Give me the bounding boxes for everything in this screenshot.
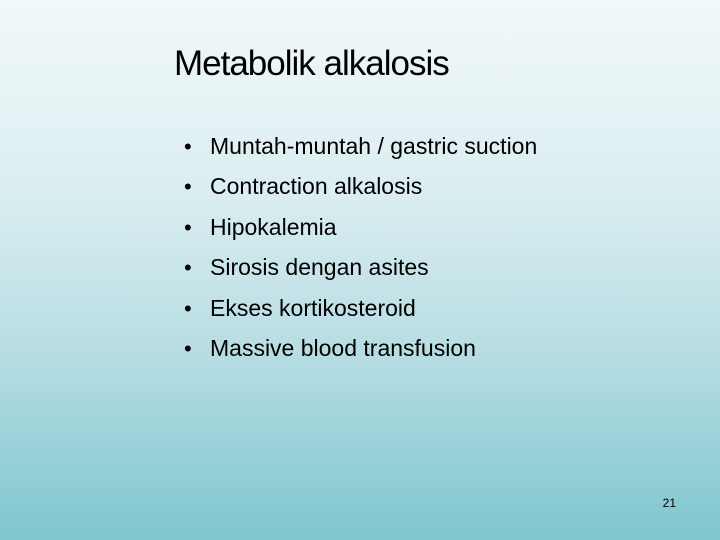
bullet-item	[184, 247, 537, 287]
bullet-text: Ekses kortikosteroid	[210, 294, 416, 321]
bullet-dot-icon: •	[184, 255, 192, 281]
bullet-text: Massive blood transfusion	[210, 334, 476, 361]
bullet-item	[184, 126, 537, 166]
bullet-dot-icon: •	[184, 174, 192, 200]
bullet-item	[184, 328, 537, 368]
bullet-item	[184, 207, 537, 247]
slide-title: Metabolik alkalosis	[174, 44, 449, 83]
bullet-dot-icon: •	[184, 335, 192, 361]
bullet-text: Hipokalemia	[210, 213, 337, 240]
bullet-dot-icon: •	[184, 214, 192, 240]
bullet-text: Muntah-muntah / gastric suction	[210, 133, 538, 159]
bullet-dot-icon: •	[184, 134, 192, 159]
bullet-list	[184, 126, 537, 368]
bullet-text: Sirosis dengan asites	[210, 254, 429, 281]
page-number: 21	[662, 496, 676, 510]
bullet-dot-icon: •	[184, 295, 192, 321]
bullet-text: Contraction alkalosis	[210, 173, 423, 200]
bullet-item	[184, 166, 537, 206]
bullet-item	[184, 288, 537, 328]
